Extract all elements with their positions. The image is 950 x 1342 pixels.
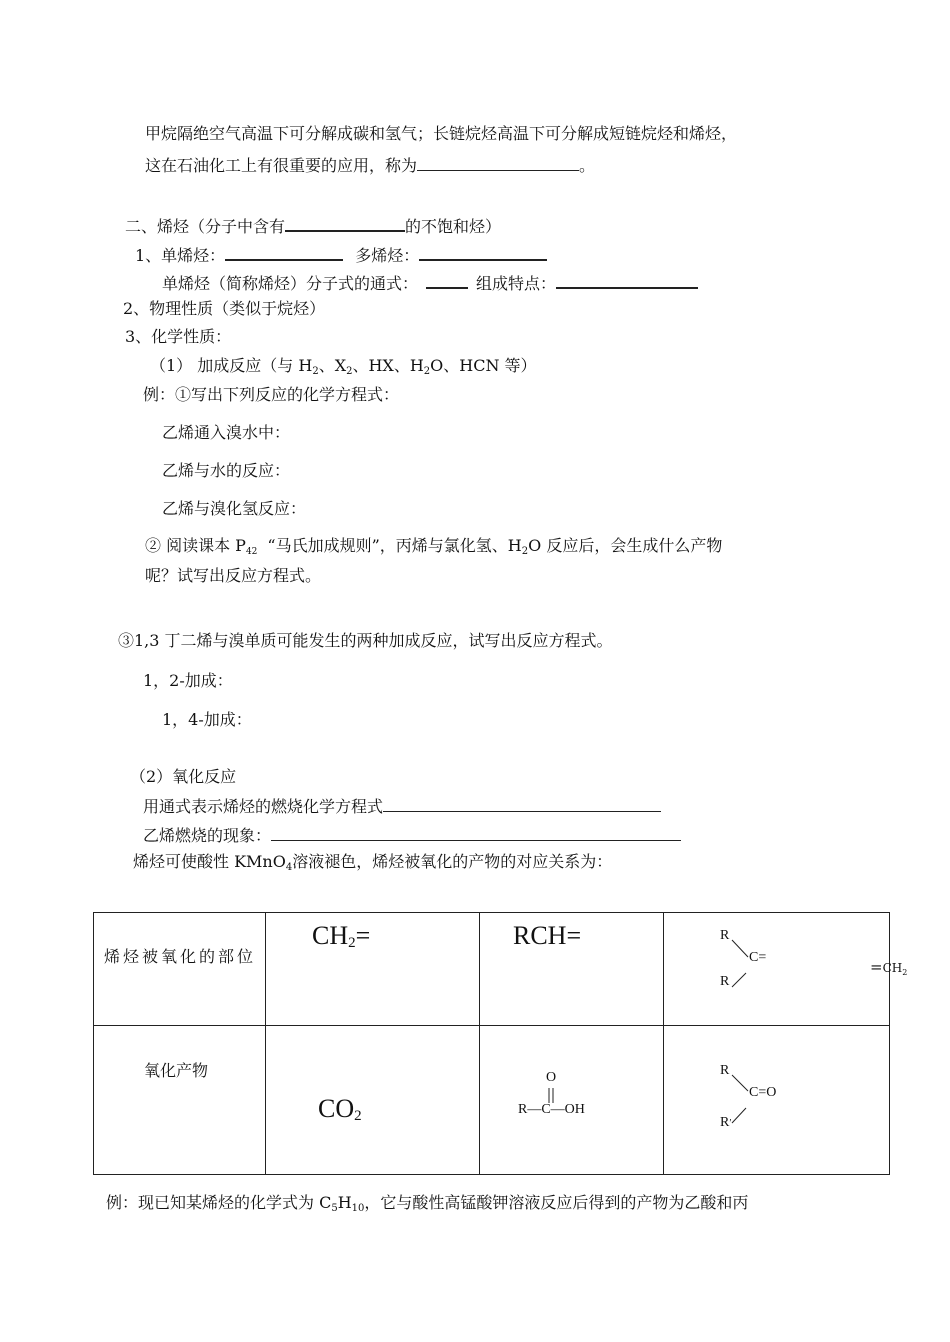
footer-text-c: ，它与酸性高锰酸钾溶液反应后得到的产物为乙酸和丙 xyxy=(364,1193,749,1212)
sub: 10 xyxy=(351,1203,365,1214)
addition-1-4: 1，4-加成： xyxy=(162,710,252,729)
intro-text: 这在石油化工上有很重要的应用，称为 xyxy=(145,156,418,175)
table-cell-ch2 xyxy=(266,913,480,1026)
addition-reaction xyxy=(150,356,537,376)
r-label: R xyxy=(720,974,730,989)
section-heading xyxy=(125,214,501,237)
sub: 2 xyxy=(348,935,356,951)
markovnikov-question-2: 呢？试写出反应方程式。 xyxy=(145,566,322,585)
answer-blank[interactable] xyxy=(417,154,579,171)
sub: 2 xyxy=(346,366,353,377)
sub: 2 xyxy=(312,366,319,377)
oxidation-heading: （2）氧化反应 xyxy=(130,767,237,786)
ox1-text: 用通式表示烯烃的燃烧化学方程式 xyxy=(143,797,384,816)
ox2-text: 乙烯燃烧的现象： xyxy=(143,826,272,845)
item-2: 2、物理性质（类似于烷烃） xyxy=(123,299,326,318)
table-row xyxy=(94,1026,890,1175)
sub: 2 xyxy=(902,968,908,977)
row1-label: 烯烃被氧化的部位 xyxy=(104,947,257,966)
table-row xyxy=(94,913,890,1026)
answer-blank[interactable] xyxy=(556,271,698,289)
ch2-formula xyxy=(312,921,370,951)
answer-blank[interactable] xyxy=(285,214,405,232)
bond-lines xyxy=(664,913,890,1026)
intro-period: 。 xyxy=(579,156,596,175)
heading-text-a: 二、烯烃（分子中含有 xyxy=(125,217,286,236)
item1-text-b: 多烯烃： xyxy=(355,246,420,265)
sub: 5 xyxy=(331,1203,338,1214)
table-cell-rrc xyxy=(664,913,908,1026)
page-sub: 42 xyxy=(245,547,258,557)
butadiene-question: ③1,3 丁二烯与溴单质可能发生的两种加成反应，试写出反应方程式。 xyxy=(118,631,613,650)
oxygen-label: O xyxy=(546,1070,557,1085)
sub: 2 xyxy=(354,1108,362,1124)
answer-blank[interactable] xyxy=(271,824,681,841)
markov-text-a: ② 阅读课本 P xyxy=(145,536,246,555)
markov-text-c: O 反应后，会生成什么产物 xyxy=(528,536,723,555)
rch-formula: RCH= xyxy=(513,921,582,950)
table-cell-acid xyxy=(480,1026,664,1175)
answer-blank[interactable] xyxy=(426,271,468,289)
footer-example xyxy=(106,1193,748,1213)
answer-blank[interactable] xyxy=(225,243,343,261)
ox3-text-b: 溶液褪色，烯烃被氧化的产物的对应关系为： xyxy=(292,852,613,871)
ketone-carbonyl: C=O xyxy=(749,1085,777,1100)
ch-text: CH xyxy=(882,961,903,975)
item-1 xyxy=(135,243,547,266)
combustion-phenomenon xyxy=(143,824,681,846)
addition-text-c: 、HX、H xyxy=(352,356,424,375)
carbonyl-double-bond xyxy=(480,1026,664,1175)
answer-blank[interactable] xyxy=(419,243,547,261)
item1-text-a: 1、单烯烃： xyxy=(135,246,226,265)
item-3: 3、化学性质： xyxy=(125,327,232,346)
table-cell-label xyxy=(94,913,266,1026)
bond-lines xyxy=(664,1026,890,1175)
table-cell-rch xyxy=(480,913,664,1026)
markov-text-b: “马氏加成规则”，丙烯与氯化氢、H xyxy=(267,536,522,555)
sub: 2 xyxy=(521,546,529,557)
addition-text-a: （1） 加成反应（与 H xyxy=(150,356,313,375)
answer-blank[interactable] xyxy=(383,795,661,812)
addition-1-2: 1，2-加成： xyxy=(143,671,233,690)
r-text: R xyxy=(720,1115,730,1130)
eq-sign: = xyxy=(870,958,883,976)
eq-ch2 xyxy=(870,958,907,976)
r-label: R xyxy=(720,928,730,943)
equation-1: 乙烯通入溴水中： xyxy=(162,423,291,442)
footer-text-b: H xyxy=(337,1193,352,1212)
addition-text-d: O、HCN 等） xyxy=(430,356,537,375)
ch2-text: CH xyxy=(312,921,349,950)
intro-line-1: 甲烷隔绝空气高温下可分解成碳和氢气；长链烷烃高温下可分解成短链烷烃和烯烃， xyxy=(145,124,738,143)
ch2-eq: = xyxy=(355,921,371,950)
item1-sub-text-b: 组成特点： xyxy=(476,274,557,293)
co2-text: CO xyxy=(318,1094,355,1123)
carboxylic-acid: R—C—OH xyxy=(518,1102,585,1117)
markovnikov-question xyxy=(145,536,722,556)
c-double-bond: C= xyxy=(749,950,767,965)
r-label: R xyxy=(720,1063,730,1078)
item1-sub-text-a: 单烯烃（简称烯烃）分子式的通式： xyxy=(162,274,419,293)
table-cell-ketone xyxy=(664,1026,890,1175)
co2-formula xyxy=(318,1094,362,1124)
table-cell-label xyxy=(94,1026,266,1175)
item-1-sub xyxy=(162,271,698,294)
heading-text-b: 的不饱和烃） xyxy=(405,217,502,236)
table-cell-co2 xyxy=(266,1026,480,1175)
combustion-equation xyxy=(143,795,661,817)
addition-text-b: 、X xyxy=(318,356,347,375)
equation-3: 乙烯与溴化氢反应： xyxy=(162,499,307,518)
equation-2: 乙烯与水的反应： xyxy=(162,461,291,480)
sub: 4 xyxy=(285,862,293,873)
prime-mark: ′ xyxy=(729,1118,732,1129)
intro-line-2 xyxy=(145,154,595,176)
kmno4-text xyxy=(133,852,612,872)
row2-label: 氧化产物 xyxy=(144,1061,209,1080)
sub: 2 xyxy=(423,366,431,377)
example-1: 例：①写出下列反应的化学方程式： xyxy=(143,385,400,404)
ox3-text-a: 烯烃可使酸性 KMnO xyxy=(133,852,286,871)
oxidation-table xyxy=(93,912,908,1175)
footer-text-a: 例：现已知某烯烃的化学式为 C xyxy=(106,1193,332,1212)
